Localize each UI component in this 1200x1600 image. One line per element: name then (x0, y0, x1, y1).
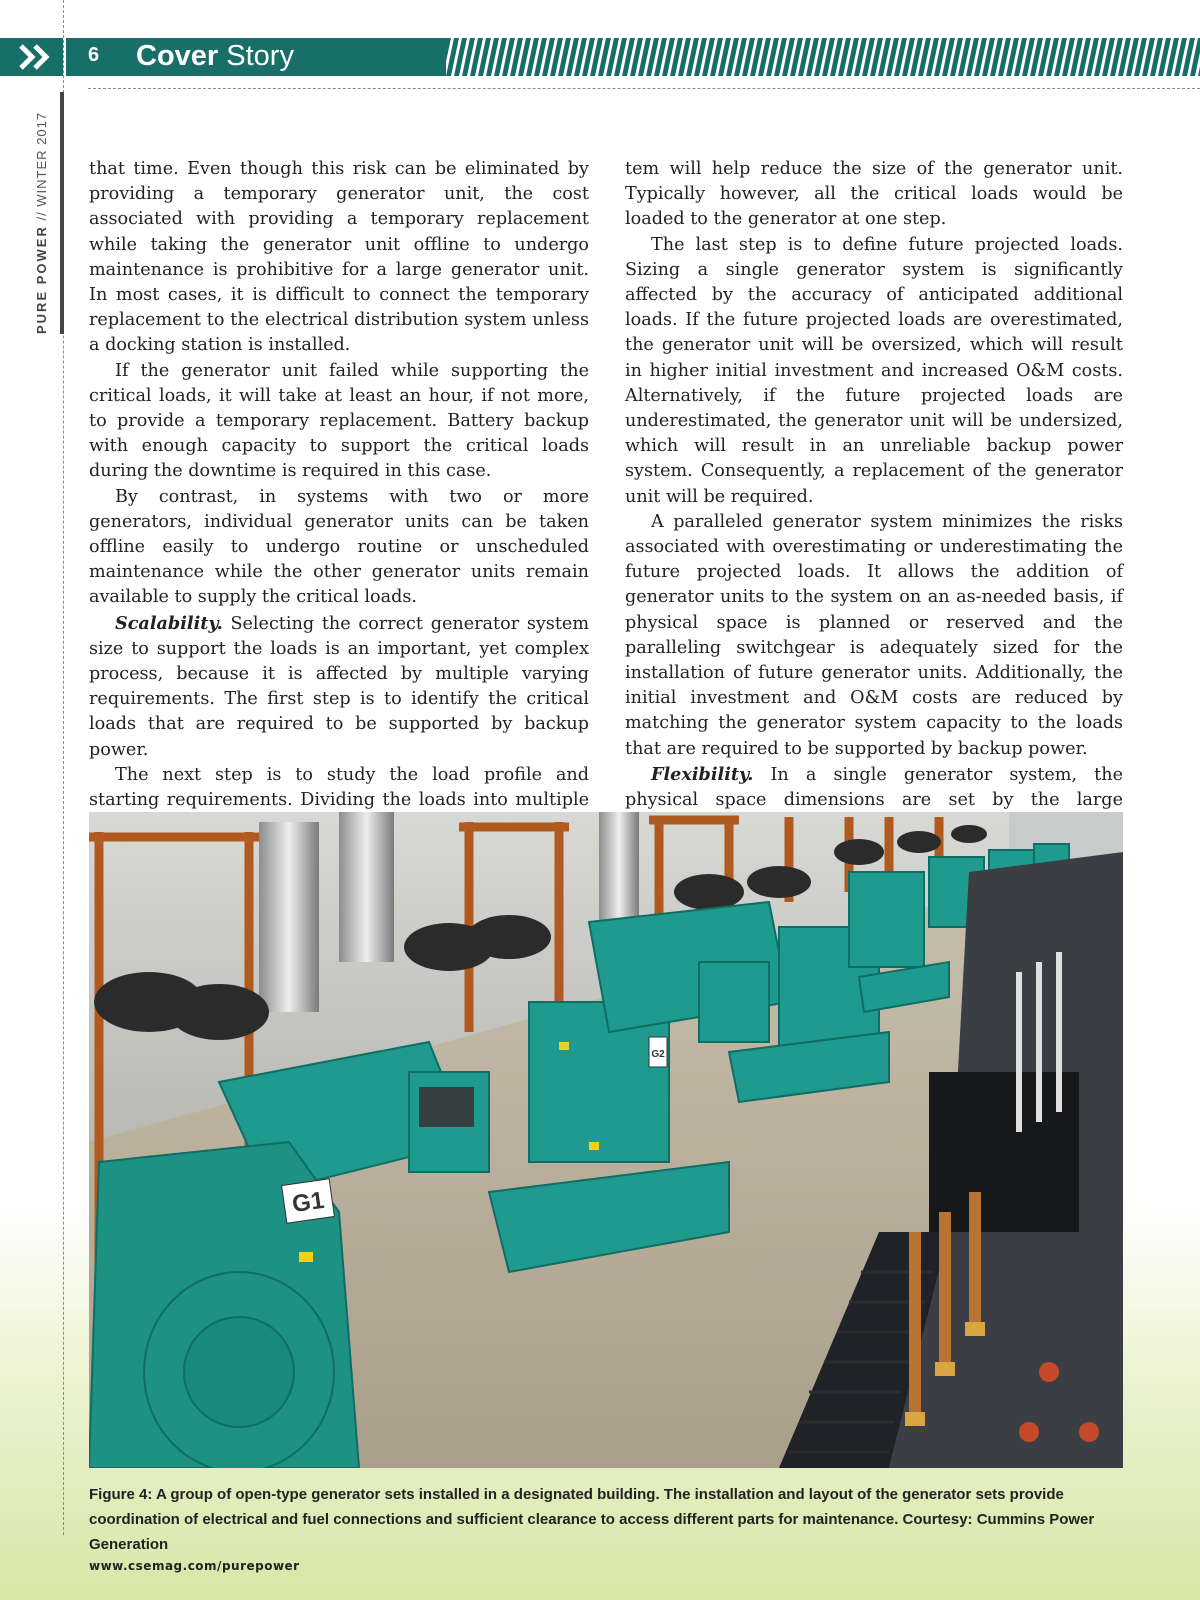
publication-label (34, 112, 49, 334)
header-dashed-rule (88, 88, 1200, 89)
article-column-left (89, 157, 589, 864)
section-title-light: Story (226, 40, 294, 72)
paragraph-text: that time. Even though this risk can be eliminated by providing a temporary generator unit, the cost associated with providing a temporary replacement while taking the generator unit offline to undergo maintenance is prohibitive for a large generator unit. In most cases, it is difficult to connect the temporary replacement to the electrical distribution system unless a docking station is installed. (89, 159, 589, 356)
generator-label-g1: G1 (290, 1186, 326, 1219)
paragraph-text: A paralleled generator system minimizes the risks associated with overestimating or underestimating the future projected loads. It allows the addition of generator units to the system on an as-needed basis, if physical space is planned or reserved and the paralleling switchgear is adequately sized for the installation of future generator units. Additionally, the initial investment and O&M costs are reduced by matching the generator system capacity to the loads that are required to be supported by backup power. (625, 511, 1123, 759)
double-chevron-right-icon (18, 44, 52, 70)
article-paragraph (89, 611, 589, 763)
figure-caption: Figure 4: A group of open-type generator sets installed in a designated building. The installation and layout of the generator sets provide coordination of electrical and fuel connections and sufficient clearance to access different parts for maintenance. Courtesy: Cummins Power Generation (89, 1486, 1095, 1553)
paragraph-text: If the generator unit failed while supporting the critical loads, it will take at least an hour, if not more, to provide a temporary replacement. Battery backup with enough capacity to support the critical loads during the downtime is required in this case. (89, 360, 589, 482)
paragraph-text: The next step is to study the load profile and starting requirements. Dividing the loads into multiple (89, 764, 589, 811)
paragraph-text: In a single generator system, the physical space dimensions are set by the large (625, 764, 1123, 811)
publication-name: PURE POWER (34, 225, 49, 334)
paragraph-text: tem will help reduce the size of the generator unit. Typically however, all the critical loads would be loaded to the generator at one step. (625, 159, 1123, 230)
paragraph-run-in-heading: Scalability. (115, 612, 223, 634)
paragraph-text: By contrast, in systems with two or more generators, individual generator units can be taken offline easily to undergo routine or unscheduled maintenance while the other generator units remain available to supply the critical loads. (89, 486, 589, 608)
article-paragraph (89, 359, 589, 485)
paragraph-run-in-heading: Flexibility. (651, 763, 754, 785)
article-paragraph (625, 510, 1123, 762)
section-title-bold: Cover (136, 40, 219, 72)
article-paragraph (625, 233, 1123, 510)
paragraph-text: Selecting the correct generator system size to support the loads is an important, yet complex process, because it is affected by multiple varying requirements. The first step is to identify the critical loads that are required to be supported by backup power. (89, 613, 589, 760)
issue-date: // WINTER 2017 (34, 111, 49, 226)
article-column-right (625, 157, 1123, 864)
section-title (136, 40, 294, 73)
sidebar-accent-bar (60, 92, 64, 334)
article-paragraph (89, 485, 589, 611)
generator-room-illustration (89, 812, 1123, 1468)
paragraph-text: The last step is to define future projected loads. Sizing a single generator system is significantly affected by the accuracy of anticipated additional loads. If the future projected loads are overestimated, the generator unit will be oversized, which will result in higher initial investment and increased O&M costs. Alternatively, if the future projected loads are underestimated, the generator unit will be undersized, which will result in an unreliable backup power system. Consequently, a replacement of the generator unit will be required. (625, 234, 1123, 507)
page-number: 6 (88, 44, 100, 66)
article-paragraph (625, 157, 1123, 233)
header-title-box (66, 38, 454, 76)
article-paragraph (89, 157, 589, 359)
generator-label-g2: G2 (651, 1049, 665, 1060)
generator-photo (89, 812, 1123, 1468)
header-stripes (446, 38, 1200, 76)
header-chevron-box (0, 38, 63, 76)
footer-url[interactable]: www.csemag.com/purepower (89, 1559, 300, 1573)
